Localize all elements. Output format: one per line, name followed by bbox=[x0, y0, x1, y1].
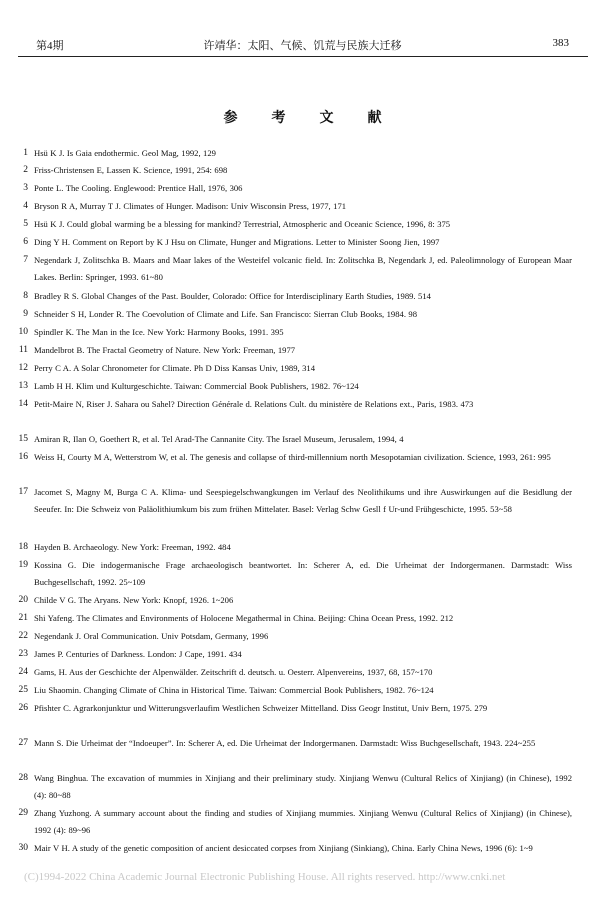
reference-text: Schneider S H, Londer R. The Coevolution of Climate and Life. San Francisco: Sierran Club Books, 1984. 98 bbox=[34, 309, 418, 319]
reference-number: 16 bbox=[18, 452, 28, 462]
reference-text: Hsü K J. Could global warming be a blessing for mankind? Terrestrial, Atmospheric and Oceanic Science, 1996, 8: 375 bbox=[34, 219, 451, 229]
reference-number: 8 bbox=[23, 291, 28, 301]
reference-text: Lamb H H. Klim und Kulturgeschichte. Taiwan: Commercial Book Publishers, 1982. 76~124 bbox=[34, 381, 359, 391]
reference-text: Liu Shaomin. Changing Climate of China in Historical Time. Taiwan: Commercial Book Publishers, 1982. 76~124 bbox=[34, 685, 434, 695]
reference-text: Gams, H. Aus der Geschichte der Alpenwälder. Zeitschrift d. deutsch. u. Oesterr. Alpenvereins, 1937, 68, 157~170 bbox=[34, 667, 433, 677]
reference-text: Childe V G. The Aryans. New York: Knopf, 1926. 1~206 bbox=[34, 595, 234, 605]
reference-number: 22 bbox=[18, 631, 28, 641]
reference-text: Hayden B. Archaeology. New York: Freeman, 1992. 484 bbox=[34, 542, 231, 552]
reference-number: 11 bbox=[18, 345, 28, 355]
reference-number: 9 bbox=[23, 309, 28, 319]
reference-number: 14 bbox=[18, 399, 28, 409]
reference-text: James P. Centuries of Darkness. London: J Cape, 1991. 434 bbox=[34, 649, 242, 659]
reference-text: Mann S. Die Urheimat der “Indoeuper”. In: Scherer A, ed. Die Urheimat der Indorgermanen. Darmstadt: Wiss Buchgesellschaft, 1943. 224~255 bbox=[34, 738, 536, 748]
reference-text: Pfishter C. Agrarkonjunktur und Witterungsverlaufim Westlichen Schweizer Mittelland. Diss Geogr Institut, Univ Bern, 1975. 279 bbox=[34, 703, 488, 713]
reference-text: Negendark J, Zolitschka B. Maars and Maar lakes of the Westeifel volcanic field. In: Zolitschka B, Negendark J, ed. Paleolimnology of European Maar Lakes. Berlin: Springer, 1993. 61~80 bbox=[34, 255, 572, 282]
reference-number: 20 bbox=[18, 595, 28, 605]
reference-number: 25 bbox=[18, 685, 28, 695]
reference-number: 3 bbox=[23, 183, 28, 193]
reference-text: Mandelbrot B. The Fractal Geometry of Nature. New York: Freeman, 1977 bbox=[34, 345, 296, 355]
reference-number: 28 bbox=[18, 773, 28, 783]
reference-number: 10 bbox=[18, 327, 28, 337]
reference-text: Ponte L. The Cooling. Englewood: Prentice Hall, 1976, 306 bbox=[34, 183, 243, 193]
reference-number: 17 bbox=[18, 487, 28, 497]
reference-number: 7 bbox=[23, 255, 28, 265]
reference-text: Mair V H. A study of the genetic composition of ancient desiccated corpses from Xinjiang (Sinkiang), China. Early China News, 1996 (6): 1~9 bbox=[34, 843, 533, 853]
reference-text: Spindler K. The Man in the Ice. New York: Harmony Books, 1991. 395 bbox=[34, 327, 284, 337]
reference-number: 26 bbox=[18, 703, 28, 713]
reference-text: Friss-Christensen E, Lassen K. Science, 1991, 254: 698 bbox=[34, 165, 228, 175]
reference-text: Kossina G. Die indogermanische Frage archaeologisch beantwortet. In: Scherer A, ed. Die Urheimat der Indorgermanen. Darmstadt: Wiss Buchgesellschaft, 1992. 25~109 bbox=[34, 560, 572, 587]
reference-number: 24 bbox=[18, 667, 28, 677]
references-heading: 参考文献 bbox=[223, 111, 416, 126]
reference-number: 13 bbox=[18, 381, 28, 391]
reference-number: 5 bbox=[23, 219, 28, 229]
reference-text: Zhang Yuzhong. A summary account about the finding and studies of Xinjiang mummies. Xinjiang Wenwu (Cultural Relics of Xinjiang) (in Chinese), 1992 (4): 89~96 bbox=[34, 808, 572, 835]
reference-number: 18 bbox=[18, 542, 28, 552]
reference-text: Weiss H, Courty M A, Wetterstrom W, et al. The genesis and collapse of third-millennium north Mesopotamian civilization. Science, 1993, 261: 995 bbox=[34, 452, 551, 462]
issue-number: 第4期 bbox=[36, 40, 64, 52]
reference-number: 30 bbox=[18, 843, 28, 853]
reference-text: Petit-Maire N, Riser J. Sahara ou Sahel? Direction Générale d. Relations Cult. du ministère de Relations ext., Paris, 1983. 473 bbox=[34, 399, 474, 409]
reference-text: Negendank J. Oral Communication. Univ Potsdam, Germany, 1996 bbox=[34, 631, 269, 641]
copyright-footer: (C)1994-2022 China Academic Journal Electronic Publishing House. All rights reserved. http://www.cnki.net bbox=[24, 871, 506, 883]
reference-text: Bryson R A, Murray T J. Climates of Hunger. Madison: Univ Wisconsin Press, 1977, 171 bbox=[34, 201, 347, 211]
reference-number: 4 bbox=[23, 201, 28, 211]
reference-number: 29 bbox=[18, 808, 28, 818]
reference-text: Ding Y H. Comment on Report by K J Hsu on Climate, Hunger and Migrations. Letter to Minister Soong Jien, 1997 bbox=[34, 237, 440, 247]
reference-text: Perry C A. A Solar Chronometer for Climate. Ph D Diss Kansas Univ, 1989, 314 bbox=[34, 363, 316, 373]
reference-number: 1 bbox=[23, 148, 28, 158]
reference-number: 15 bbox=[18, 434, 28, 444]
header-rule bbox=[18, 56, 588, 57]
running-title: 许靖华：太阳、气候、饥荒与民族大迁移 bbox=[203, 40, 402, 52]
reference-text: Shi Yafeng. The Climates and Environments of Holocene Megathermal in China. Beijing: China Ocean Press, 1992. 212 bbox=[34, 613, 454, 623]
reference-number: 6 bbox=[23, 237, 28, 247]
page-number: 383 bbox=[552, 37, 569, 49]
reference-text: Hsü K J. Is Gaia endothermic. Geol Mag, 1992, 129 bbox=[34, 148, 216, 158]
reference-number: 21 bbox=[18, 613, 28, 623]
reference-text: Amiran R, Ilan O, Goethert R, et al. Tel Arad-The Cannanite City. The Israel Museum, Jerusalem, 1994, 4 bbox=[34, 434, 404, 444]
reference-number: 23 bbox=[18, 649, 28, 659]
reference-number: 19 bbox=[18, 560, 28, 570]
reference-text: Bradley R S. Global Changes of the Past. Boulder, Colorado: Office for Interdisciplinary Earth Studies, 1989. 514 bbox=[34, 291, 431, 301]
reference-number: 2 bbox=[23, 165, 28, 175]
reference-text: Jacomet S, Magny M, Burga C A. Klima- und Seespiegelschwangkungen im Verlauf des Neolithikums und ihre Auswirkungen auf die Besidlung der Seeufer. In: Die Schweiz von Paläolithiumkum bis zum frühen Mittelater. Basel: Verlag Schw Gesll f Ur-und Frühgeschicte, 1995. 53~58 bbox=[34, 487, 572, 514]
reference-number: 12 bbox=[18, 363, 28, 373]
reference-text: Wang Binghua. The excavation of mummies in Xinjiang and their preliminary study. Xinjiang Wenwu (Cultural Relics of Xinjiang) (in Chinese), 1992 (4): 80~88 bbox=[34, 773, 572, 800]
reference-number: 27 bbox=[18, 738, 28, 748]
page-header bbox=[0, 37, 605, 53]
